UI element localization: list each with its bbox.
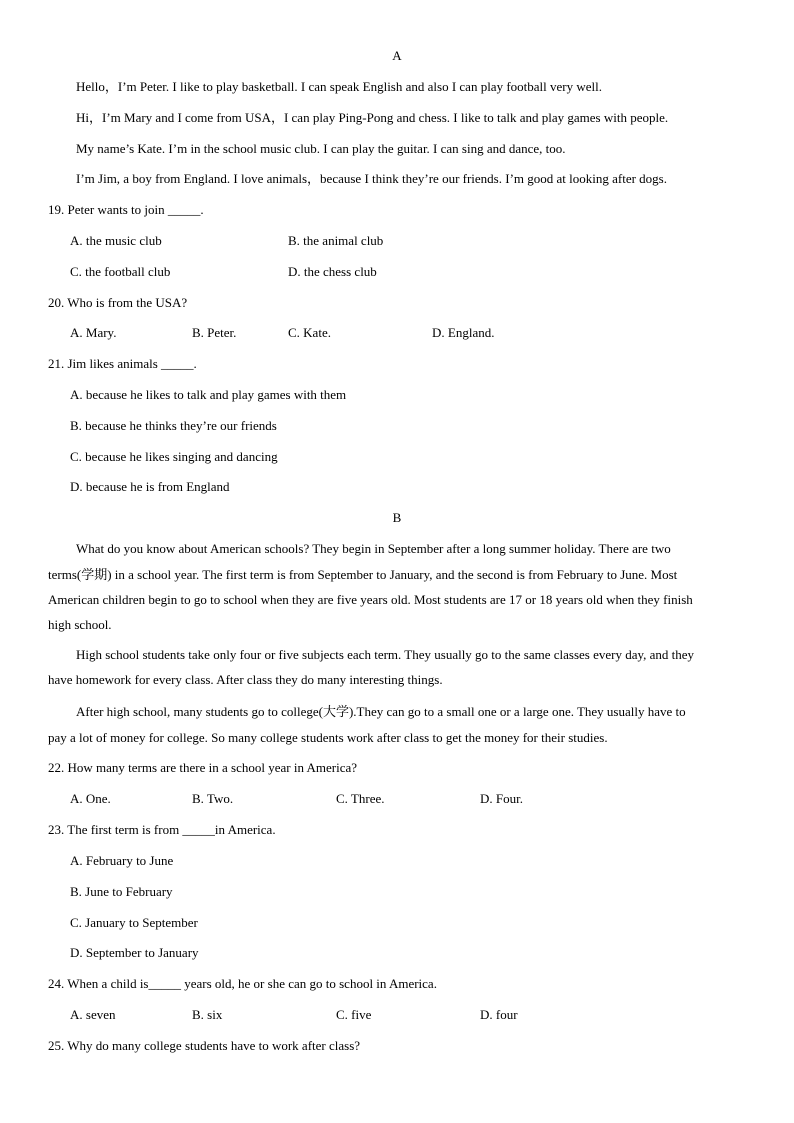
question-19-option-b: B. the animal club xyxy=(288,233,384,248)
passage-b-p3-line-2: pay a lot of money for college. So many college students work after class to get the money for their studies. xyxy=(48,730,608,745)
question-24-stem: 24. When a child is_____ years old, he or she can go to school in America. xyxy=(48,976,437,991)
passage-b-p1-line-1: What do you know about American schools? They begin in September after a long summer holiday. There are two xyxy=(76,541,671,556)
question-21-option-d: D. because he is from England xyxy=(70,479,230,494)
question-25-stem: 25. Why do many college students have to work after class? xyxy=(48,1038,361,1053)
question-24-option-a: A. seven xyxy=(70,1007,116,1022)
question-23-option-d: D. September to January xyxy=(70,945,199,960)
question-22-option-a: A. One. xyxy=(70,791,111,806)
question-19-option-c: C. the football club xyxy=(70,264,171,279)
question-21-option-b: B. because he thinks they’re our friends xyxy=(70,418,277,433)
question-20-option-c: C. Kate. xyxy=(288,325,331,340)
question-20-stem: 20. Who is from the USA? xyxy=(48,295,188,310)
passage-a-heading: A xyxy=(392,48,402,63)
passage-b-p1-line-3: American children begin to go to school when they are five years old. Most students are 17 or 18 years old when they finish xyxy=(48,592,693,607)
passage-b-p1-line-2: terms(学期) in a school year. The first term is from September to January, and the second is from February to June. Most xyxy=(48,567,678,582)
question-20-option-d: D. England. xyxy=(432,325,495,340)
question-23-stem: 23. The first term is from _____in America. xyxy=(48,822,276,837)
question-19-option-d: D. the chess club xyxy=(288,264,377,279)
question-24-option-c: C. five xyxy=(336,1007,372,1022)
question-19-option-a: A. the music club xyxy=(70,233,162,248)
question-20-option-b: B. Peter. xyxy=(192,325,237,340)
question-22-stem: 22. How many terms are there in a school year in America? xyxy=(48,760,357,775)
question-23-option-a: A. February to June xyxy=(70,853,174,868)
question-23-option-b: B. June to February xyxy=(70,884,173,899)
passage-b-p3-line-1: After high school, many students go to college(大学).They can go to a small one or a large one. They usually have to xyxy=(76,704,686,719)
passage-a-paragraph-1: Hello，I’m Peter. I like to play basketball. I can speak English and also I can play football very well. xyxy=(76,79,602,94)
passage-b-heading: B xyxy=(392,510,402,525)
question-21-option-a: A. because he likes to talk and play games with them xyxy=(70,387,347,402)
question-22-option-b: B. Two. xyxy=(192,791,234,806)
question-23-option-c: C. January to September xyxy=(70,915,198,930)
passage-b-p2-line-2: have homework for every class. After class they do many interesting things. xyxy=(48,672,443,687)
question-22-option-c: C. Three. xyxy=(336,791,385,806)
passage-b-p1-line-4: high school. xyxy=(48,617,112,632)
question-21-stem: 21. Jim likes animals _____. xyxy=(48,356,197,371)
passage-a-paragraph-4: I’m Jim, a boy from England. I love animals，because I think they’re our friends. I’m good at looking after dogs. xyxy=(76,171,667,186)
question-20-option-a: A. Mary. xyxy=(70,325,117,340)
question-22-option-d: D. Four. xyxy=(480,791,523,806)
question-19-stem: 19. Peter wants to join _____. xyxy=(48,202,204,217)
passage-a-paragraph-2: Hi，I’m Mary and I come from USA，I can play Ping-Pong and chess. I like to talk and play games with people. xyxy=(76,110,669,125)
passage-a-paragraph-3: My name’s Kate. I’m in the school music club. I can play the guitar. I can sing and dance, too. xyxy=(76,141,566,156)
question-24-option-d: D. four xyxy=(480,1007,518,1022)
passage-b-p2-line-1: High school students take only four or five subjects each term. They usually go to the same classes every day, and they xyxy=(76,647,695,662)
question-21-option-c: C. because he likes singing and dancing xyxy=(70,449,278,464)
question-24-option-b: B. six xyxy=(192,1007,223,1022)
